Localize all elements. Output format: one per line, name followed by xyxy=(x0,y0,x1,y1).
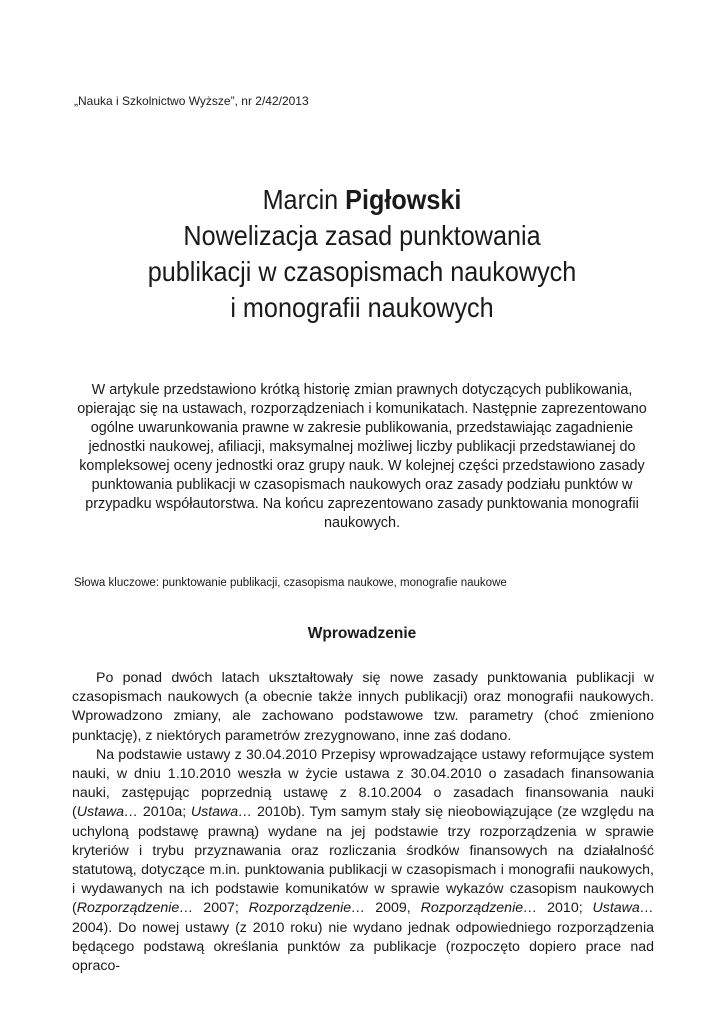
author-first-name: Marcin xyxy=(262,184,339,215)
title-line: Nowelizacja zasad punktowania xyxy=(183,220,541,251)
paragraph: Po ponad dwóch latach ukształtowały się nowe zasady punktowania publikacji w czasopismach naukowych (a obecnie także innych publikacji) oraz monografii naukowych. Wprowadzono zmiany, ale zachowano podstawowe tzw. parametry (choć zmieniono punktację), z niektórych parametrów zrezygnowano, inne zaś dodano. xyxy=(72,670,654,744)
text-run: 2007; xyxy=(193,900,249,917)
citation: Ustawa… xyxy=(592,900,654,917)
text-run: Na podstawie ustawy z 30.04.2010 Przepisy wprowadzające ustawy reformujące system nauki, w dniu 1.10.2010 weszła w życie ustawa z 30.04.2010 o zasadach finansowania nauki, zastępując poprzednią ustawę z 8.10.2004 o zasadach finansowania nauki ( xyxy=(72,746,654,821)
citation: Rozporządzenie… xyxy=(248,900,366,917)
article-title-block xyxy=(36,182,688,326)
citation: Ustawa… xyxy=(190,804,253,821)
keywords: Słowa kluczowe: punktowanie publikacji, czasopisma naukowe, monografie naukowe xyxy=(74,577,507,589)
author-line xyxy=(36,182,688,218)
text-run: 2004). Do nowej ustawy (z 2010 roku) nie wydano jednak odpowiedniego rozporządzenia będącego podstawą określania punktów za publikacje (rozpoczęto dopiero prace nad opraco- xyxy=(72,919,654,975)
title-line: i monografii naukowych xyxy=(230,292,494,323)
citation: Rozporządzenie… xyxy=(76,900,194,917)
citation: Ustawa… xyxy=(76,804,139,821)
paragraph xyxy=(72,746,654,976)
journal-header: „Nauka i Szkolnictwo Wyższe”, nr 2/42/2013 xyxy=(74,94,309,108)
text-run: 2010a; xyxy=(138,804,191,821)
body-text xyxy=(72,669,654,976)
text-run: 2010b). Tym samym stały się nieobowiązujące (ze względu na uchyloną podstawę prawną) wydane na jej podstawie trzy rozporządzenia w sprawie kryteriów i trybu przyznawania oraz rozliczania środków finansowych na działalność statutową, dotyczące m.in. punktowania publikacji w czasopismach i monografii naukowych, i wydawanych na ich podstawie komunikatów w sprawie wykazów czasopism naukowych ( xyxy=(72,804,654,917)
text-run: 2010; xyxy=(537,900,593,917)
author-surname: Pigłowski xyxy=(345,184,462,215)
text-run: 2009, xyxy=(365,900,421,917)
section-heading: Wprowadzenie xyxy=(307,625,417,642)
abstract: W artykule przedstawiono krótką historię zmian prawnych dotyczących publikowania, opierając się na ustawach, rozporządzeniach i komunikatach. Następnie zaprezentowano ogólne uwarunkowania prawne w zakresie publikowania, przedstawiając zagadnienie jednostki naukowej, afiliacji, maksymalnej możliwej liczby publikacji przedstawianej do kompleksowej oceny jednostki oraz grupy nauk. W kolejnej części przedstawiono zasady punktowania publikacji w czasopismach naukowych oraz zasady podziału punktów w przypadku współautorstwa. Na końcu zaprezentowano zasady punktowania monografii naukowych. xyxy=(77,382,647,531)
title-line: publikacji w czasopismach naukowych xyxy=(147,256,577,287)
citation: Rozporządzenie… xyxy=(420,900,538,917)
